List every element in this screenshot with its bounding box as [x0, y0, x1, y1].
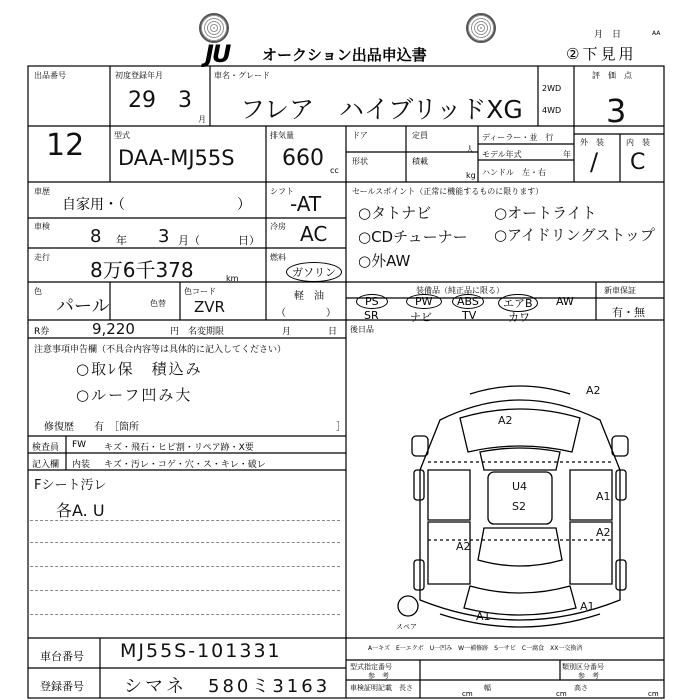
selling-point-1: ○タトナビ	[358, 204, 432, 222]
divider	[30, 566, 340, 567]
lot-no-label: 出品番号	[34, 71, 66, 80]
length-cm: cm	[462, 690, 473, 698]
notes-header: 注意事項申告欄（不具合内容等は具体的に記入してください）	[34, 345, 287, 355]
new-warranty-label: 新車保証	[604, 286, 636, 295]
inspector-label: 検査員	[32, 443, 60, 453]
equip-navi: ナビ	[410, 311, 432, 324]
inspection-month-unit: 月（	[178, 234, 200, 247]
divider	[30, 542, 340, 543]
color-code-value: ZVR	[194, 298, 225, 316]
equip-aw: AW	[556, 295, 574, 308]
mileage-value: 8万6千378	[90, 258, 194, 282]
reg-month-value: 3	[178, 88, 192, 113]
chassis-no-label: 車台番号	[40, 650, 84, 663]
plate-no-label: 登録番号	[40, 680, 84, 693]
repair-bracket-close: ］	[336, 422, 346, 433]
month-day: 月 日	[594, 30, 622, 40]
model-value: DAA-MJ55S	[118, 146, 235, 170]
damage-mark-7: A2	[596, 526, 611, 539]
inspection-year: 8	[90, 226, 102, 247]
model-year-unit: 年	[563, 150, 571, 159]
color-value: パール	[56, 296, 110, 317]
interior-label: 内 装	[626, 138, 650, 147]
history-value: 自家用・（ ）	[62, 197, 251, 213]
type-designation-ref: 参 考	[368, 672, 389, 680]
selling-points-label: セールスポイント（正常に機能するものに限ります）	[352, 187, 544, 196]
chassis-no-value: MJ55S-101331	[120, 640, 282, 662]
interior-short-label: 内装	[72, 460, 91, 470]
fw-label: FW	[72, 440, 87, 450]
model-year-label: モデル年式	[482, 150, 522, 159]
damage-mark-3: A1	[596, 490, 611, 503]
entry-column-label: 記入欄	[32, 460, 60, 470]
lot-no-value: 12	[46, 128, 85, 163]
height-label: 高さ	[574, 684, 588, 692]
recycle-label: R券	[34, 327, 50, 337]
selling-point-4: ○アイドリングストップ	[494, 226, 655, 244]
handle-label: ハンドル 左・右	[482, 168, 546, 177]
extra-note-1: Fシート汚レ	[34, 478, 107, 493]
type-designation-label: 型式指定番号	[350, 663, 392, 671]
damage-mark-9: A1	[476, 610, 491, 623]
yen-unit: 円	[170, 327, 180, 337]
exterior-grade: /	[590, 148, 599, 176]
color-label: 色	[34, 287, 42, 296]
category-no-ref: 参 考	[578, 672, 599, 680]
copy-label: ②下見用	[566, 45, 637, 63]
inspection-label: 車検	[34, 222, 50, 231]
model-label: 型式	[114, 131, 130, 140]
new-warranty-value: 有・無	[612, 306, 645, 319]
divider	[30, 520, 340, 521]
inspection-day-unit: 日）	[238, 234, 260, 247]
aircon-value: AC	[300, 222, 328, 246]
interior-options: キズ・汚レ・コゲ・穴・ス・キレ・破レ	[104, 460, 266, 470]
fuel-value: ガソリン	[286, 262, 342, 282]
damage-mark-2: A2	[498, 414, 513, 427]
fw-options: キズ・飛石・ヒビ割・リペア跡・X要	[104, 443, 254, 453]
equip-tv: TV	[462, 309, 477, 322]
note-1: ○取ﾚ保 積込み	[76, 360, 203, 378]
name-change-day: 日	[328, 327, 338, 337]
name-change-label: 名変期限	[188, 327, 225, 337]
equip-ps: PS	[356, 294, 388, 309]
displacement-label: 排気量	[270, 131, 294, 140]
shift-label: シフト	[270, 187, 294, 196]
cc-unit: cc	[330, 166, 339, 175]
plate-no-value: シマネ 580ミ3163	[124, 676, 331, 697]
category-no-label: 類別区分番号	[562, 663, 604, 671]
km-unit: km	[226, 274, 239, 283]
fuel-paren: （ ）	[276, 308, 336, 319]
equip-airbag: エアB	[498, 294, 538, 312]
equip-leather: カワ	[508, 311, 530, 324]
displacement-value: 660	[282, 146, 324, 171]
aircon-label: 冷房	[270, 222, 286, 231]
exterior-label: 外 装	[580, 138, 604, 147]
cert-length-label: 車検証明記載 長さ	[350, 684, 413, 692]
history-label: 車歴	[34, 187, 50, 196]
mileage-label: 走行	[34, 253, 50, 262]
rating-value: 3	[606, 92, 627, 130]
person-unit: 人	[466, 145, 474, 154]
divider	[30, 614, 340, 615]
width-cm: cm	[556, 690, 567, 698]
equip-pw: PW	[406, 294, 442, 309]
repair-history-label: 修復歴 有 ［箇所	[44, 422, 139, 433]
equip-sr: SR	[364, 309, 379, 322]
first-reg-label: 初度登録年月	[115, 71, 163, 80]
car-name-label: 車名・グレード	[214, 71, 270, 80]
aa-label: AA	[652, 30, 661, 37]
equipment-label: 装備品（純正品に限る）	[416, 286, 504, 295]
damage-mark-1: A2	[586, 384, 601, 397]
inspection-year-unit: 年	[116, 234, 127, 247]
load-label: 積載	[412, 157, 428, 166]
car-name-value: フレア ハイブリッドXG	[240, 95, 523, 124]
door-label: ドア	[352, 131, 368, 140]
spare-label: スペア	[396, 623, 417, 631]
color-code-label: 色コード	[184, 287, 216, 296]
name-change-month: 月	[282, 327, 292, 337]
ju-logo: JU	[205, 40, 230, 68]
fuel-label: 燃料	[270, 253, 286, 262]
damage-mark-4: U4	[512, 480, 528, 493]
interior-grade: C	[630, 150, 646, 175]
reg-year-value: 29	[128, 88, 156, 113]
form-title: オークション出品申込書	[262, 46, 427, 64]
kg-unit: kg	[466, 171, 476, 180]
selling-point-5: ○外AW	[358, 252, 411, 270]
damage-legend: A一キズ E一エクボ U一凹み W一補修跡 S一サビ C一腐食 XX一交換済	[368, 645, 583, 652]
damage-mark-5: S2	[512, 500, 526, 513]
equip-abs: ABS	[452, 294, 484, 309]
light-oil-label: 軽 油	[294, 291, 324, 302]
extra-note-2: 各A. U	[56, 501, 105, 520]
shift-value: -AT	[290, 192, 322, 216]
capacity-label: 定員	[412, 131, 428, 140]
color-change-label: 色替	[150, 299, 166, 308]
inspection-month: 3	[158, 226, 170, 247]
rating-label: 評 価 点	[592, 71, 632, 80]
selling-point-3: ○CDチューナー	[358, 228, 468, 246]
shape-label: 形状	[352, 157, 368, 166]
width-label: 幅	[484, 684, 491, 692]
damage-mark-8: A1	[580, 600, 595, 613]
recycle-amount: 9,220	[92, 320, 135, 338]
reg-month-unit: 月	[198, 115, 206, 124]
height-cm: cm	[648, 690, 659, 698]
damage-mark-6: A2	[456, 540, 471, 553]
selling-point-2: ○オートライト	[494, 204, 597, 222]
divider	[30, 590, 340, 591]
4wd-label: 4WD	[542, 106, 562, 115]
after-market-label: 後日品	[350, 325, 374, 334]
note-2: ○ルーフ凹み大	[76, 386, 193, 404]
dealer-label: ディーラー・並 行	[482, 133, 554, 142]
2wd-label: 2WD	[542, 84, 562, 93]
